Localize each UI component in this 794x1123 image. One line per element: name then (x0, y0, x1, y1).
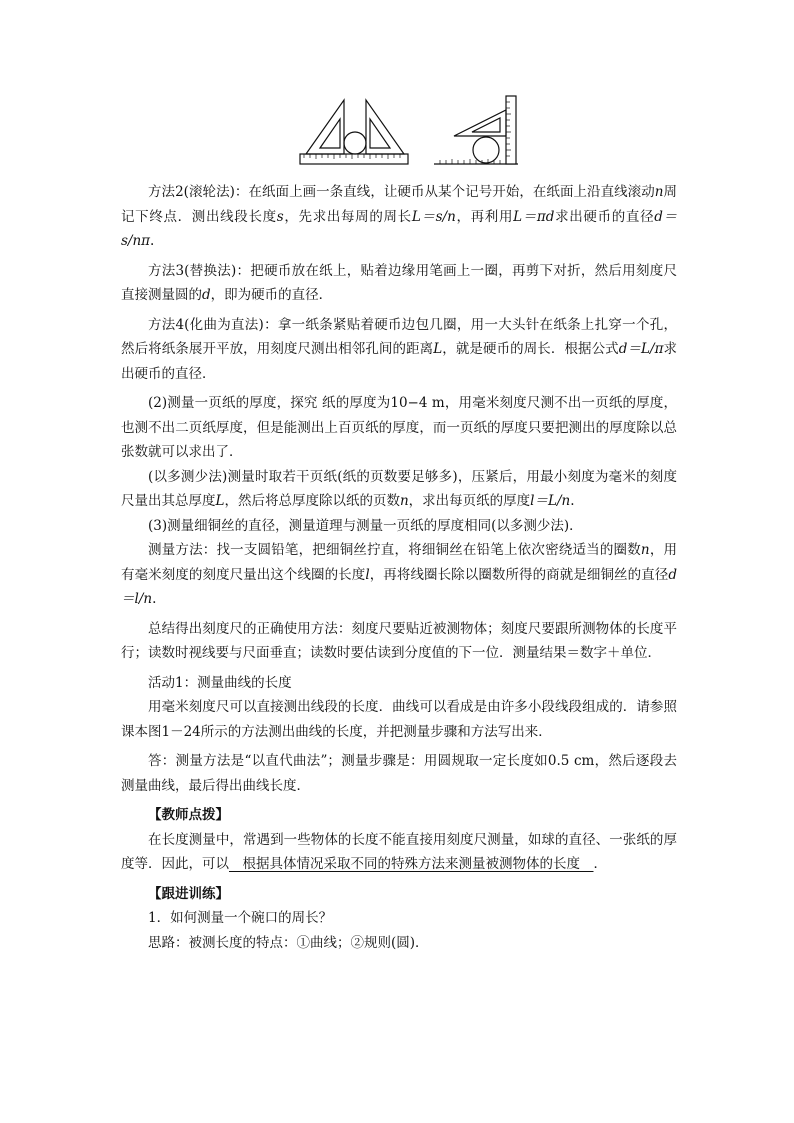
method2-text: ，再利用 (455, 208, 514, 225)
teacher-text: ． (593, 856, 607, 872)
var-d: d (202, 287, 211, 303)
var-n: n (399, 493, 409, 509)
triangle-rulers-setup (300, 100, 408, 164)
wire-paragraph (121, 514, 677, 539)
summary-text: 总结得出刻度尺的正确使用方法：刻度尺要贴近被测物体；刻度尺要跟所测物体的长度平行；读数时视线要与尺面垂直；读数时要估读到分度值的下一位．测量结果＝数字＋单位． (121, 620, 677, 661)
formula-diameter: d＝L/π (618, 341, 664, 357)
method4-text: 求出硬币的直径． (121, 341, 678, 382)
formula-diameter: d＝s/nπ (121, 208, 678, 249)
method4-paragraph (121, 313, 677, 387)
method2-text: 方法2(滚轮法)：在纸面上画一条直线，让硬币从某个记号开始，在纸面上沿直线滚动 (148, 184, 655, 200)
method2-text: . (150, 233, 155, 249)
method3-text: 方法3(替换法)：把硬币放在纸上，贴着边缘用笔画上一圈，再剪下对折，然后用刻度尺直接测量圆的 (121, 262, 677, 303)
activity-body: 用毫米刻度尺可以直接测出线段的长度．曲线可以看成是由许多小段线段组成的．请参照课本图1－24所示的方法测出曲线的长度，并把测量步骤和方法写出来． (121, 699, 677, 740)
paper-method-text: ，然后将总厚度除以纸的页数 (224, 493, 400, 509)
paper-method-text: (以多测少法)测量时取若干页纸(纸的页数要足够多)，压紧后，用最小刻度为毫米的刻度尺量出其总厚度 (121, 468, 677, 509)
formula-wire-diameter: d＝l/n (121, 566, 678, 607)
method3-paragraph (121, 259, 677, 308)
wire-method-text: . (152, 591, 157, 607)
method2-text: 周记下终点．测出线段长度 (121, 184, 678, 225)
wire-method-text: 测量方法：找一支圆铅笔，把细铜丝拧直，将细铜丝在铅笔上依次密绕适当的圈数 (148, 542, 641, 558)
method2-paragraph (121, 180, 677, 254)
var-L: L (433, 341, 443, 357)
coin-measurement-figure (296, 92, 530, 174)
practice-question-1: 1．如何测量一个碗口的周长？ (148, 910, 333, 926)
wire-method-text: ，用有毫米刻度的刻度尺量出这个线圈的长度 (121, 542, 678, 583)
var-n: n (654, 184, 664, 200)
wire-text: (3)测量细铜丝的直径，测量道理与测量一页纸的厚度相同(以多测少法)． (148, 517, 583, 534)
teacher-heading: 【教师点拨】 (148, 807, 229, 823)
method3-text: ，即为硬币的直径． (210, 287, 333, 303)
paper-method-text: ，求出每页纸的厚度 (408, 493, 531, 509)
activity-answer: 答：测量方法是“以直代曲法”；测量步骤是：用圆规取一定长度如0.5 cm，然后逐段去测量曲线，最后得出曲线长度． (121, 753, 677, 794)
practice-heading: 【跟进训练】 (148, 885, 229, 902)
wire-method-text: ，再将线圈长除以圈数所得的商就是细铜丝的直径 (369, 566, 669, 583)
paper-method-text: . (570, 493, 575, 509)
wire-method-paragraph (121, 538, 677, 612)
practice-idea: 思路：被测长度的特点：①曲线；②规则(圆)． (148, 934, 429, 951)
page-content (121, 180, 677, 955)
var-n: n (640, 542, 650, 558)
paper-thickness-paragraph (121, 391, 677, 465)
paper-method-paragraph (121, 465, 677, 514)
formula-pi-d: L＝πd (513, 208, 555, 225)
method2-text: ，先求出每周的周长 (283, 208, 412, 225)
formula-thickness: l＝L/n (530, 493, 571, 509)
var-l: l (365, 566, 370, 583)
method2-text: 求出硬币的直径 (554, 208, 655, 225)
method4-text: ，就是硬币的周长．根据公式 (442, 341, 619, 357)
method4-text: 方法4(化曲为直法)：拿一纸条紧贴着硬币边包几圈，用一大头针在纸条上扎穿一个孔，然后将纸条展开平放，用刻度尺测出相邻孔间的距离 (121, 316, 677, 357)
var-L: L (215, 493, 225, 509)
summary-paragraph (121, 617, 677, 666)
teacher-paragraph (121, 828, 677, 877)
fill-in-answer: 根据具体情况采取不同的特殊方法来测量被测物体的长度 (229, 856, 594, 872)
roller-setup (434, 96, 518, 164)
teacher-text: 在长度测量中，常遇到一些物体的长度不能直接用刻度尺测量，如球的直径、一张纸的厚度等．因此，可以 (121, 831, 677, 872)
paper-text: (2)测量一页纸的厚度，探究 纸的厚度为10−4 m，用毫米刻度尺测不出一页纸的厚度，也测不出二页纸厚度，但是能测出上百页纸的厚度，而一页纸的厚度只要把测出的厚度除以总张数就可以求出了． (121, 395, 677, 460)
var-s: s (276, 208, 284, 225)
activity-title: 活动1：测量曲线的长度 (148, 674, 292, 691)
formula-circumference: L＝s/n (411, 208, 456, 225)
